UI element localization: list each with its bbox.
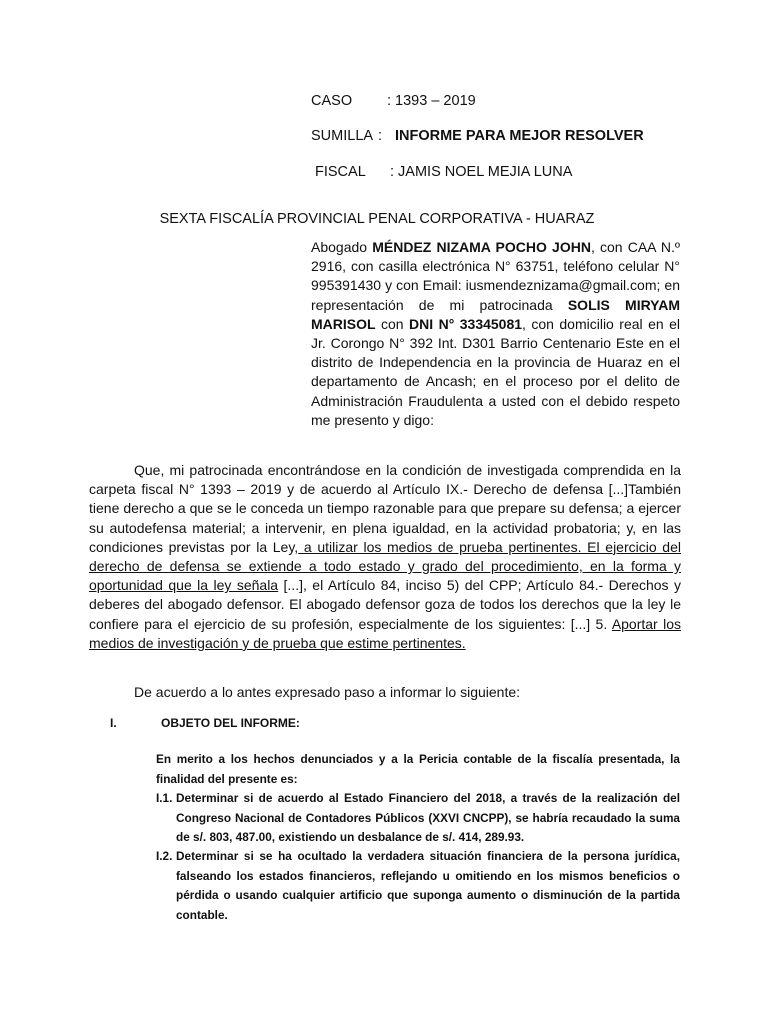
section-number: I. (110, 716, 117, 730)
fiscalia-heading: SEXTA FISCALÍA PROVINCIAL PENAL CORPORATIVA - HUARAZ (159, 211, 595, 227)
caso-line (311, 92, 476, 110)
intro-text: , con CAA N.º 2916, con casilla electrónica N° 63751, teléfono celular N° 995391430 y con Email: iusmendeznizama@gmail.com; en representación de mi patrocinada (311, 239, 681, 313)
item-text: Determinar si de acuerdo al Estado Financiero del 2018, a través de la realización del Congreso Nacional de Contadores Públicos (XXVI CNCPP), se habría recaudado la suma de s/. 803, 487.00, existiendo un desbalance de s/. 414, 289.93. (176, 791, 680, 844)
sumilla-label: SUMILLA (311, 128, 374, 144)
item-number: I.2. (156, 849, 173, 863)
sumilla-line (311, 127, 644, 145)
section-intro: En merito a los hechos denunciados y a la Pericia contable de la fiscalía presentada, la finalidad del presente es: (156, 752, 680, 786)
intro-paragraph (311, 238, 680, 430)
list-item (156, 847, 680, 925)
caso-value: : 1393 – 2019 (387, 93, 476, 109)
underlined-citation: a utilizar los medios de prueba pertinentes. El ejercicio del derecho de defensa se extiende a todo estado y grado del procedimiento, en la forma y oportunidad que la ley señala (89, 538, 681, 594)
paragraph-text: [...], el Artículo 84, inciso 5) del CPP; Artículo 84.- Derechos y deberes del abogado defensor. El abogado defensor goza de todos los derechos que la ley le confiere para el ejercicio de su profesión, especialmente de los siguientes: [...] 5. (89, 577, 681, 632)
intro-text: , con domicilio real en el Jr. Corongo N° 392 Int. D301 Barrio Centenario Este en el distrito de Independencia en la provincia de Huaraz en el departamento de Ancash; en el proceso por el delito de Administración Fraudulenta a usted con el debido respeto me presento y digo: (311, 315, 680, 428)
caso-label: CASO (311, 93, 353, 109)
fiscal-value: : JAMIS NOEL MEJIA LUNA (390, 164, 573, 180)
fiscal-line (315, 163, 572, 181)
section-title: OBJETO DEL INFORME: (161, 716, 300, 730)
section-heading (110, 716, 300, 730)
underlined-citation: Aportar los medios de investigación y de prueba que estime pertinentes. (89, 615, 681, 651)
fiscal-label: FISCAL (315, 164, 366, 180)
intro-text: Abogado (311, 239, 373, 255)
client-dni: DNI N° 33345081 (409, 315, 523, 332)
defense-paragraph (89, 461, 681, 653)
client-name: SOLIS MIRYAM MARISOL (311, 296, 680, 332)
item-number: I.1. (156, 791, 173, 805)
item-text: Determinar si se ha ocultado la verdadera situación financiera de la persona jurídica, falseando los estados financieros, reflejando u omitiendo en los mismos beneficios o pérdida o usando cualquier artificio que suponga aumento o disminución de la partida contable. (176, 849, 680, 922)
lawyer-name: MÉNDEZ NIZAMA POCHO JOHN (372, 239, 591, 255)
sumilla-separator: : (378, 128, 383, 144)
sumilla-value: INFORME PARA MEJOR RESOLVER (395, 128, 644, 144)
transition-paragraph: De acuerdo a lo antes expresado paso a informar lo siguiente: (134, 684, 521, 700)
paragraph-text: Que, mi patrocinada encontrándose en la condición de investigada comprendida en la carpeta fiscal N° 1393 – 2019 y de acuerdo al Artículo IX.- Derecho de defensa [...]También tiene derecho a que se le conceda un tiempo razonable para que prepare su defensa; a ejercer su autodefensa material; a intervenir, en plena igualdad, en la actividad probatoria; y, en las condiciones previstas por la Ley, (89, 462, 681, 555)
list-item (156, 789, 680, 848)
intro-text: con (375, 315, 410, 332)
